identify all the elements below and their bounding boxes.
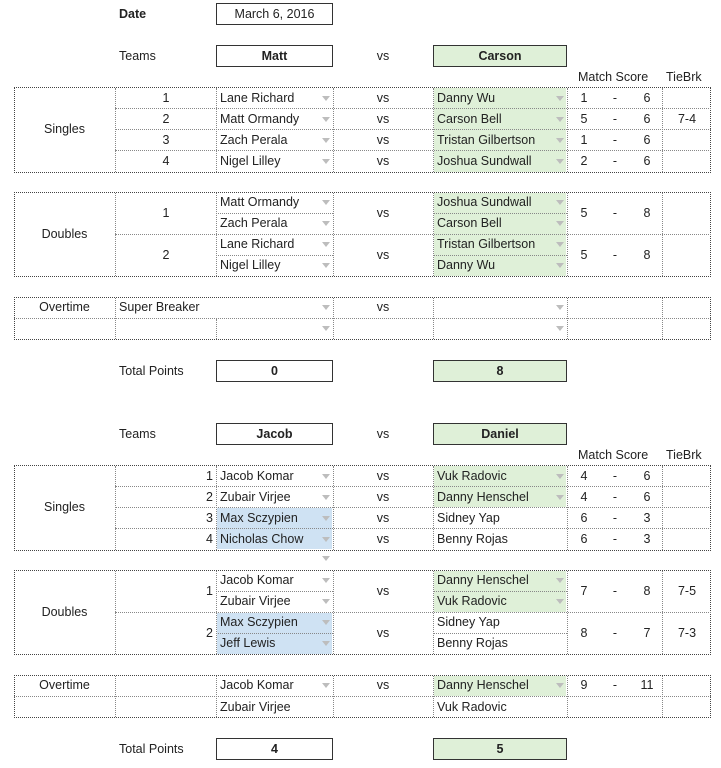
row-number: 3 (162, 133, 170, 147)
score-sep: - (612, 206, 618, 220)
team-a-player-select[interactable]: Zubair Virjee (220, 490, 291, 504)
team-a-name: Matt (261, 49, 288, 63)
dropdown-arrow-icon[interactable] (556, 599, 564, 604)
dropdown-arrow-icon[interactable] (322, 537, 330, 542)
score-b[interactable]: 3 (643, 532, 651, 546)
score-a[interactable]: 9 (580, 678, 588, 692)
team-b-player-select[interactable]: Sidney Yap (437, 615, 500, 629)
team-a-player-select[interactable]: Zubair Virjee (220, 594, 291, 608)
score-a[interactable]: 1 (580, 133, 588, 147)
dropdown-arrow-icon[interactable] (322, 641, 330, 646)
dropdown-arrow-icon[interactable] (556, 159, 564, 164)
total-a-cell (216, 360, 333, 382)
dropdown-arrow-icon[interactable] (322, 138, 330, 143)
score-a[interactable]: 1 (580, 91, 588, 105)
score-sep: - (612, 490, 618, 504)
date-value: March 6, 2016 (234, 7, 315, 21)
overtime-label: Overtime (39, 678, 90, 692)
dropdown-arrow-icon[interactable] (556, 578, 564, 583)
dropdown-arrow-icon[interactable] (322, 599, 330, 604)
teams-vs: vs (376, 427, 390, 441)
teams-vs: vs (376, 49, 390, 63)
team-a-player-select[interactable]: Max Sczypien (220, 615, 298, 629)
team-b-player-select[interactable]: Carson Bell (437, 112, 502, 126)
score-b[interactable]: 6 (643, 469, 651, 483)
team-b-player-select[interactable]: Carson Bell (437, 216, 502, 230)
score-sep: - (612, 154, 618, 168)
vs-label: vs (376, 154, 390, 168)
dropdown-arrow-icon[interactable] (556, 683, 564, 688)
team-a-player-select[interactable]: Lane Richard (220, 237, 295, 251)
team-a-cell[interactable] (216, 45, 333, 67)
dropdown-arrow-icon[interactable] (556, 474, 564, 479)
total-points-label: Total Points (119, 742, 184, 756)
team-b-player-select[interactable]: Danny Henschel (437, 573, 529, 587)
row-number: 4 (206, 532, 213, 546)
score-sep: - (612, 91, 618, 105)
total-points-label: Total Points (119, 364, 184, 378)
score-a[interactable]: 4 (580, 469, 588, 483)
tiebreak-value[interactable] (663, 88, 711, 109)
vs-label: vs (376, 626, 390, 640)
total-b-value: 8 (496, 364, 504, 378)
dropdown-arrow-icon[interactable] (556, 326, 564, 331)
doubles-label: Doubles (41, 605, 88, 619)
dropdown-arrow-icon[interactable] (322, 516, 330, 521)
team-b-player-select[interactable]: Danny Wu (437, 91, 496, 105)
dropdown-arrow-icon[interactable] (322, 305, 330, 310)
team-a-player-select[interactable]: Matt Ormandy (220, 195, 300, 209)
vs-label: vs (376, 490, 390, 504)
vs-label: vs (376, 511, 390, 525)
team-b-player-select[interactable]: Joshua Sundwall (437, 195, 532, 209)
team-b-player-select[interactable]: Benny Rojas (437, 532, 508, 546)
team-b-name: Carson (478, 49, 522, 63)
dropdown-arrow-icon[interactable] (322, 117, 330, 122)
score-sep: - (612, 584, 618, 598)
row-number: 2 (162, 248, 170, 262)
dropdown-arrow-icon[interactable] (322, 556, 330, 561)
team-a-player-select[interactable]: Jacob Komar (220, 573, 294, 587)
tiebreak-value[interactable]: 7-4 (677, 112, 697, 126)
team-b-player-select[interactable]: Tristan Gilbertson (437, 133, 536, 147)
score-sep: - (612, 469, 618, 483)
team-a-player-select[interactable]: Nigel Lilley (220, 154, 281, 168)
score-b[interactable]: 11 (640, 678, 654, 692)
score-b[interactable]: 6 (643, 490, 651, 504)
tiebreak-value[interactable]: 7-3 (677, 626, 697, 640)
team-a-name: Jacob (256, 427, 293, 441)
score-b[interactable]: 8 (643, 206, 651, 220)
dropdown-arrow-icon[interactable] (556, 495, 564, 500)
dropdown-arrow-icon[interactable] (322, 578, 330, 583)
total-b-value: 5 (496, 742, 504, 756)
row-number: 4 (162, 154, 170, 168)
row-number: 1 (206, 469, 213, 483)
row-number: 1 (162, 91, 170, 105)
score-sep: - (612, 532, 618, 546)
singles-label: Singles (44, 122, 85, 136)
dropdown-arrow-icon[interactable] (556, 221, 564, 226)
score-b[interactable]: 6 (643, 112, 651, 126)
vs-label: vs (376, 206, 390, 220)
row-number: 2 (162, 112, 170, 126)
dropdown-arrow-icon[interactable] (322, 495, 330, 500)
team-b-player-select[interactable]: Vuk Radovic (437, 594, 507, 608)
dropdown-arrow-icon[interactable] (322, 474, 330, 479)
score-a[interactable]: 5 (580, 206, 588, 220)
row-number: 1 (162, 206, 170, 220)
team-b-player-select[interactable]: Sidney Yap (437, 511, 500, 525)
teams-label: Teams (119, 427, 156, 441)
vs-label: vs (376, 532, 390, 546)
team-b-player-select[interactable]: Danny Wu (437, 258, 496, 272)
tiebreak-value[interactable]: 7-5 (677, 584, 697, 598)
team-a-player-select[interactable]: Zach Perala (220, 216, 288, 230)
dropdown-arrow-icon[interactable] (322, 221, 330, 226)
dropdown-arrow-icon[interactable] (556, 96, 564, 101)
score-b[interactable]: 7 (643, 626, 651, 640)
vs-label: vs (376, 584, 390, 598)
total-a-value: 4 (271, 742, 278, 756)
team-b-player-select[interactable]: Danny Henschel (437, 678, 529, 692)
team-a-cell[interactable] (216, 423, 333, 445)
team-b-player-select[interactable]: Tristan Gilbertson (437, 237, 536, 251)
dropdown-arrow-icon[interactable] (556, 138, 564, 143)
team-b-player-select[interactable]: Benny Rojas (437, 636, 508, 650)
score-b[interactable]: 8 (643, 584, 651, 598)
vs-label: vs (376, 469, 390, 483)
dropdown-arrow-icon[interactable] (322, 200, 330, 205)
dropdown-arrow-icon[interactable] (322, 326, 330, 331)
vs-label: vs (376, 133, 390, 147)
match-score-header: Match Score (578, 448, 649, 462)
singles-label: Singles (44, 500, 85, 514)
team-a-player-select[interactable]: Jacob Komar (220, 678, 294, 692)
score-sep: - (612, 248, 618, 262)
row-number: 2 (206, 626, 213, 640)
dropdown-arrow-icon[interactable] (322, 159, 330, 164)
team-a-player-select[interactable]: Max Sczypien (220, 511, 298, 525)
tiebreak-value[interactable] (663, 151, 711, 172)
dropdown-arrow-icon[interactable] (322, 242, 330, 247)
doubles-label: Doubles (41, 227, 88, 241)
tiebreak-value[interactable] (663, 130, 711, 151)
match-score-header: Match Score (578, 70, 649, 84)
row-number: 2 (206, 490, 213, 504)
dropdown-arrow-icon[interactable] (556, 305, 564, 310)
total-a-cell (216, 738, 333, 760)
date-label: Date (119, 7, 147, 21)
score-a[interactable]: 7 (580, 584, 588, 598)
score-b[interactable]: 3 (643, 511, 651, 525)
team-a-player-select[interactable]: Zubair Virjee (220, 700, 291, 714)
score-sep: - (612, 626, 618, 640)
dropdown-arrow-icon[interactable] (322, 683, 330, 688)
team-a-player-select[interactable]: Lane Richard (220, 91, 295, 105)
score-sep: - (612, 133, 618, 147)
vs-label: vs (376, 248, 390, 262)
row-number: 1 (206, 584, 213, 598)
team-b-player-select[interactable]: Danny Henschel (437, 490, 529, 504)
dropdown-arrow-icon[interactable] (322, 263, 330, 268)
score-sep: - (612, 511, 618, 525)
dropdown-arrow-icon[interactable] (322, 620, 330, 625)
score-b[interactable]: 8 (643, 248, 651, 262)
score-b[interactable]: 6 (643, 133, 651, 147)
score-a[interactable]: 5 (580, 248, 588, 262)
team-b-name: Daniel (481, 427, 519, 441)
team-b-player-select[interactable]: Joshua Sundwall (437, 154, 532, 168)
vs-label: vs (376, 91, 390, 105)
total-b-cell (433, 360, 567, 382)
row-number: 3 (206, 511, 213, 525)
tiebreak-header: TieBrk (666, 70, 702, 84)
team-b-cell[interactable] (433, 45, 567, 67)
dropdown-arrow-icon[interactable] (556, 200, 564, 205)
overtime-label: Overtime (39, 300, 90, 314)
score-b[interactable]: 6 (643, 91, 651, 105)
total-a-value: 0 (271, 364, 278, 378)
team-a-player-select[interactable]: Nicholas Chow (220, 532, 304, 546)
team-b-player-select[interactable]: Vuk Radovic (437, 700, 507, 714)
dropdown-arrow-icon[interactable] (556, 242, 564, 247)
score-a[interactable]: 4 (580, 490, 588, 504)
score-sep: - (612, 678, 618, 692)
score-a[interactable]: 2 (580, 154, 588, 168)
team-a-player-select[interactable]: Zach Perala (220, 133, 288, 147)
vs-label: vs (376, 678, 390, 692)
score-a[interactable]: 6 (580, 532, 588, 546)
dropdown-arrow-icon[interactable] (556, 263, 564, 268)
overtime-format-select[interactable]: Super Breaker (119, 300, 200, 314)
score-b[interactable]: 6 (643, 154, 651, 168)
dropdown-arrow-icon[interactable] (322, 96, 330, 101)
team-b-cell[interactable] (433, 423, 567, 445)
score-sep: - (612, 112, 618, 126)
vs-label: vs (376, 112, 390, 126)
team-a-player-select[interactable]: Jacob Komar (220, 469, 294, 483)
total-b-cell (433, 738, 567, 760)
team-a-player-select[interactable]: Matt Ormandy (220, 112, 300, 126)
teams-label: Teams (119, 49, 156, 63)
dropdown-arrow-icon[interactable] (556, 117, 564, 122)
team-a-player-select[interactable]: Jeff Lewis (220, 636, 276, 650)
vs-label: vs (376, 300, 390, 314)
score-a[interactable]: 8 (580, 626, 588, 640)
tiebreak-header: TieBrk (666, 448, 702, 462)
score-a[interactable]: 5 (580, 112, 588, 126)
date-cell[interactable] (216, 3, 333, 25)
team-a-player-select[interactable]: Nigel Lilley (220, 258, 281, 272)
score-a[interactable]: 6 (580, 511, 588, 525)
team-b-player-select[interactable]: Vuk Radovic (437, 469, 507, 483)
